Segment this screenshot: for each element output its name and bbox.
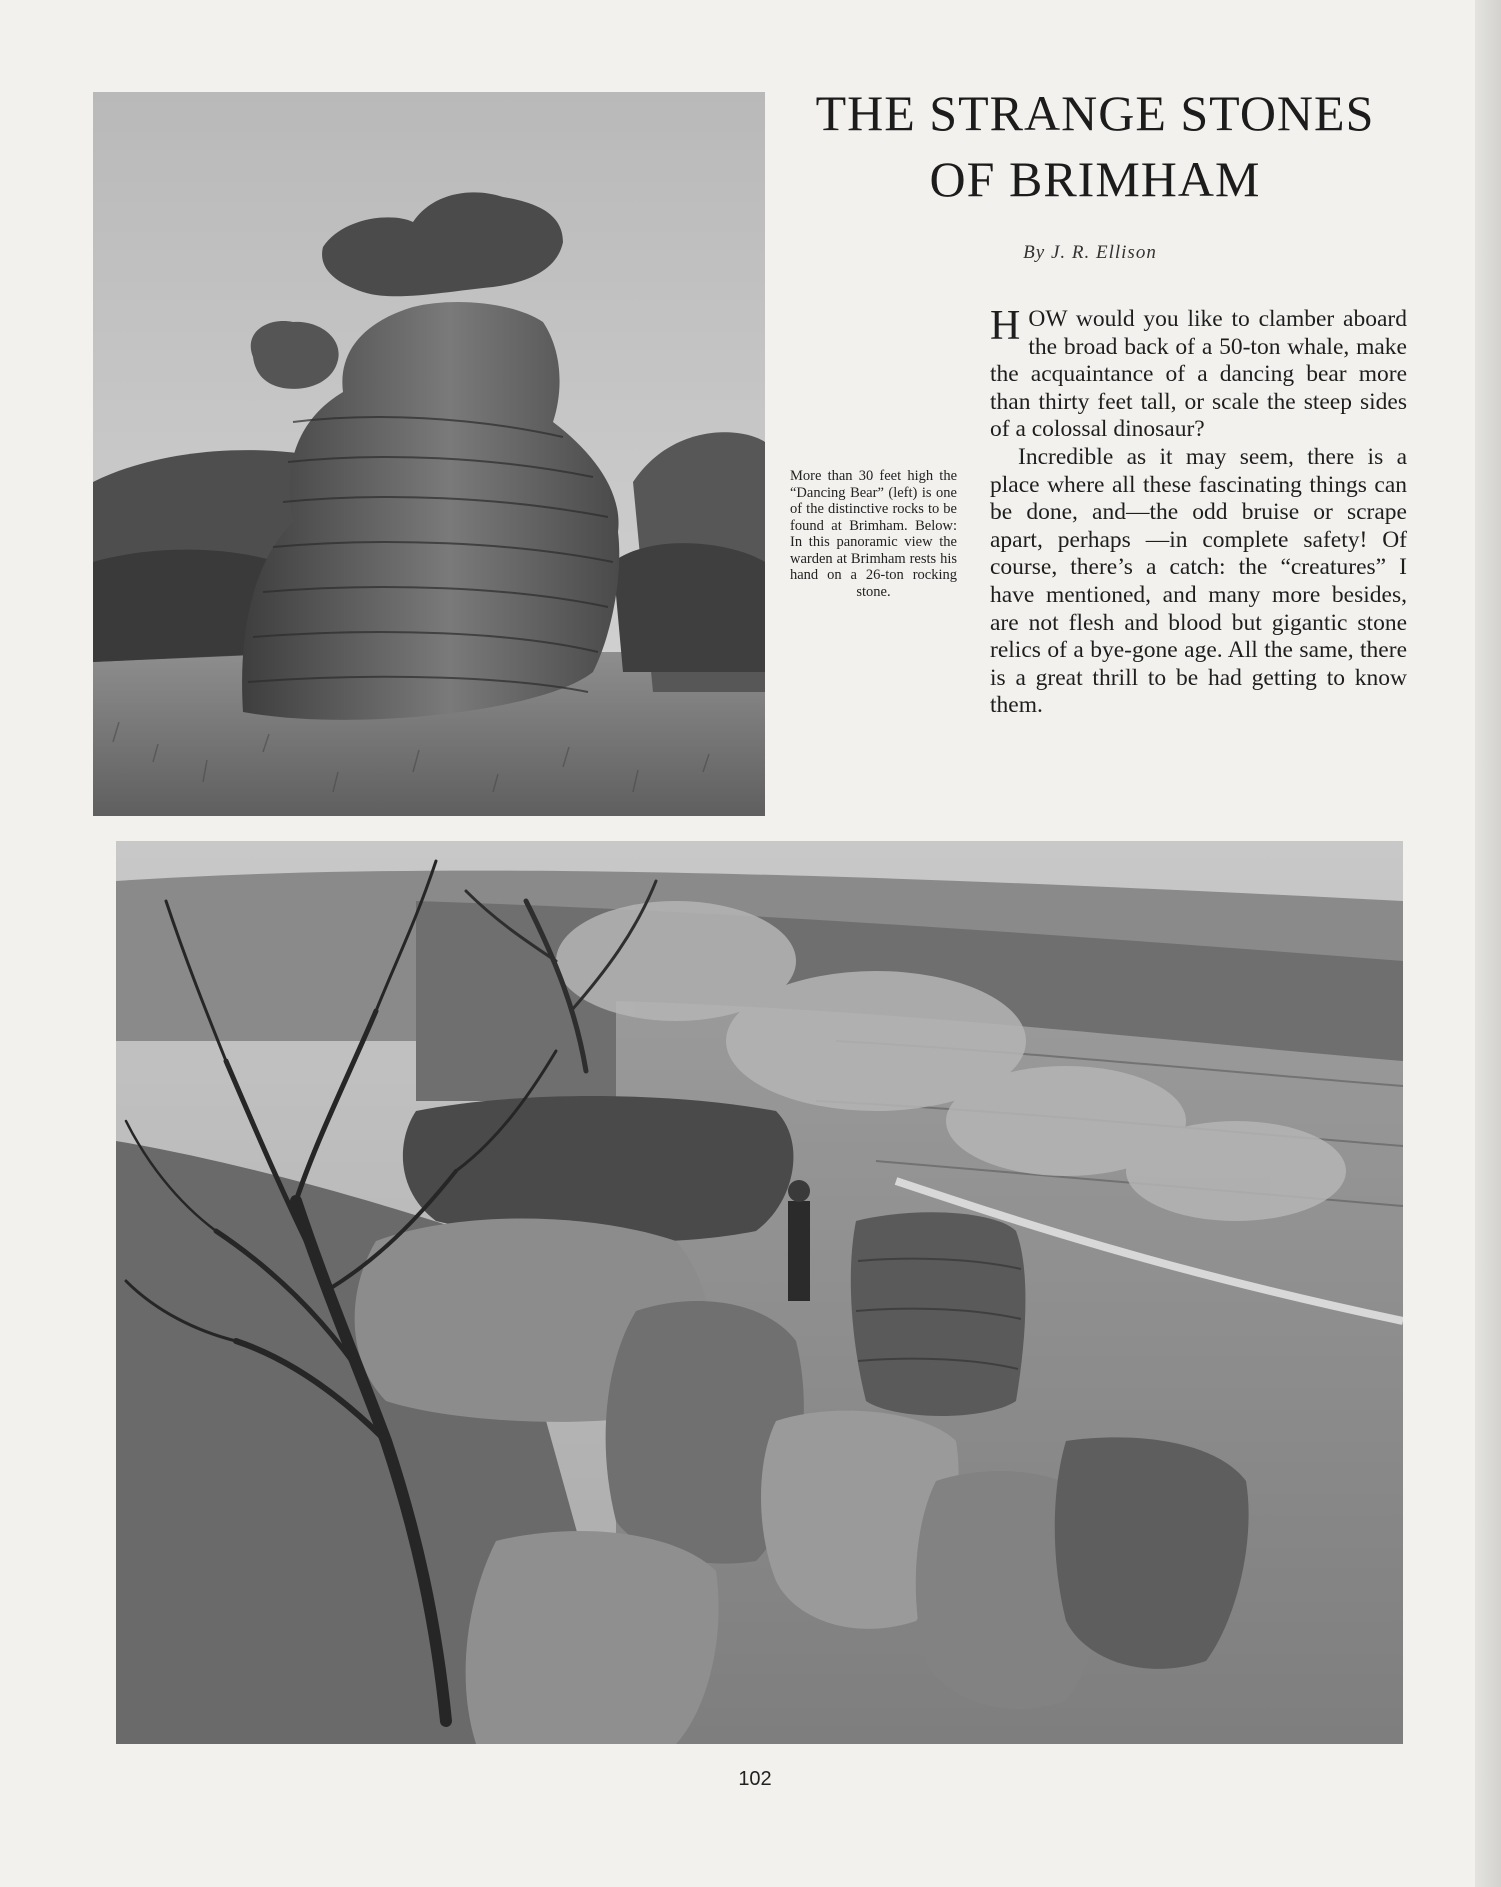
paragraph-1 [990,303,1407,444]
dropcap: H [990,303,1021,349]
byline: By J. R. Ellison [1023,242,1157,263]
title-line-1: THE STRANGE STONES [815,85,1375,141]
photo-caption: More than 30 feet high the “Dancing Bear” (left) is one of the distinctive rocks to be found at Brimham. Below: In this panoramic view the warden at Brimham rests his hand on a 26-ton rocking stone. [790,468,957,600]
paragraph-2: Incredible as it may seem, there is a place where all these fascinating things can be done, and—the odd bruise or scrape apart, perhaps —in complete safety! Of course, there’s a catch: the “creatures” I have mentioned, and many more besides, are not flesh and blood but gigantic stone relics of a bye-gone age. All the same, there is a great thrill to be had getting to know them. [990,443,1407,719]
paragraph-1-text: OW would you like to clamber aboard the broad back of a 50-ton whale, make the acquaintance of a dancing bear more than thirty feet tall, or scale the steep sides of a colossal dinosaur? [990,306,1407,443]
article-title [770,80,1420,212]
dancing-bear-photo [93,92,765,816]
panoramic-photo [116,841,1403,1744]
article-body [990,303,1407,720]
title-line-2: OF BRIMHAM [929,151,1261,207]
page-edge [1475,0,1501,1887]
page-number: 102 [738,1768,772,1790]
